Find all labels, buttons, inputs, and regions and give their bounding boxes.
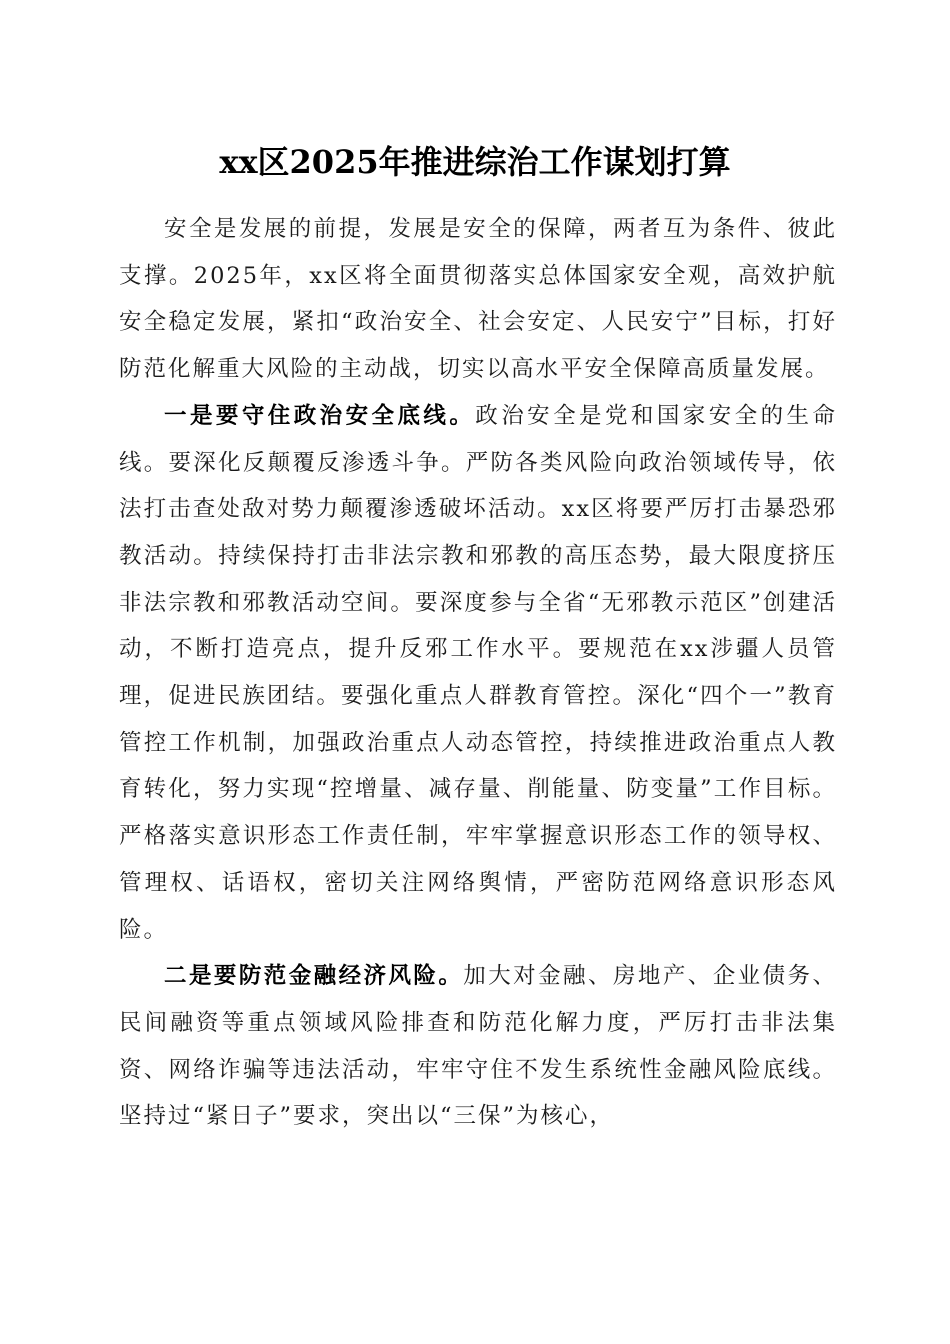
paragraph-intro [119,206,837,393]
document-title: xx区2025年推进综治工作谋划打算 [219,143,731,181]
paragraph-lead: 一是要守住政治安全底线。 [164,402,476,429]
paragraph-text: 政治安全是党和国家安全的生命线。要深化反颠覆反渗透斗争。严防各类风险向政治领域传导，依法打击查处敌对势力颠覆渗透破坏活动。xx区将要严厉打击暴恐邪教活动。持续保持打击非法宗教和邪教的高压态势，最大限度挤压非法宗教和邪教活动空间。要深度参与全省“无邪教示范区”创建活动，不断打造亮点，提升反邪工作水平。要规范在xx涉疆人员管理，促进民族团结。要强化重点人群教育管控。深化“四个一”教育管控工作机制，加强政治重点人动态管控，持续推进政治重点人教育转化，努力实现“控增量、减存量、削能量、防变量”工作目标。严格落实意识形态工作责任制，牢牢掌握意识形态工作的领导权、管理权、话语权，密切关注网络舆情，严密防范网络意识形态风险。 [119,402,837,943]
paragraph-text: 加大对金融、房地产、企业债务、民间融资等重点领域风险排查和防范化解力度，严厉打击非法集资、网络诈骗等违法活动，牢牢守住不发生系统性金融风险底线。坚持过“紧日子”要求，突出以“三保”为核心， [119,963,837,1130]
paragraph-lead: 二是要防范金融经济风险。 [164,963,464,990]
paragraph-text: 安全是发展的前提，发展是安全的保障，两者互为条件、彼此支撑。2025年，xx区将全面贯彻落实总体国家安全观，高效护航安全稳定发展，紧扣“政治安全、社会安定、人民安宁”目标，打好防范化解重大风险的主动战，切实以高水平安全保障高质量发展。 [119,216,837,383]
paragraph-political-security [119,393,837,953]
paragraph-financial-risk [119,953,837,1140]
document-body [119,206,837,1140]
